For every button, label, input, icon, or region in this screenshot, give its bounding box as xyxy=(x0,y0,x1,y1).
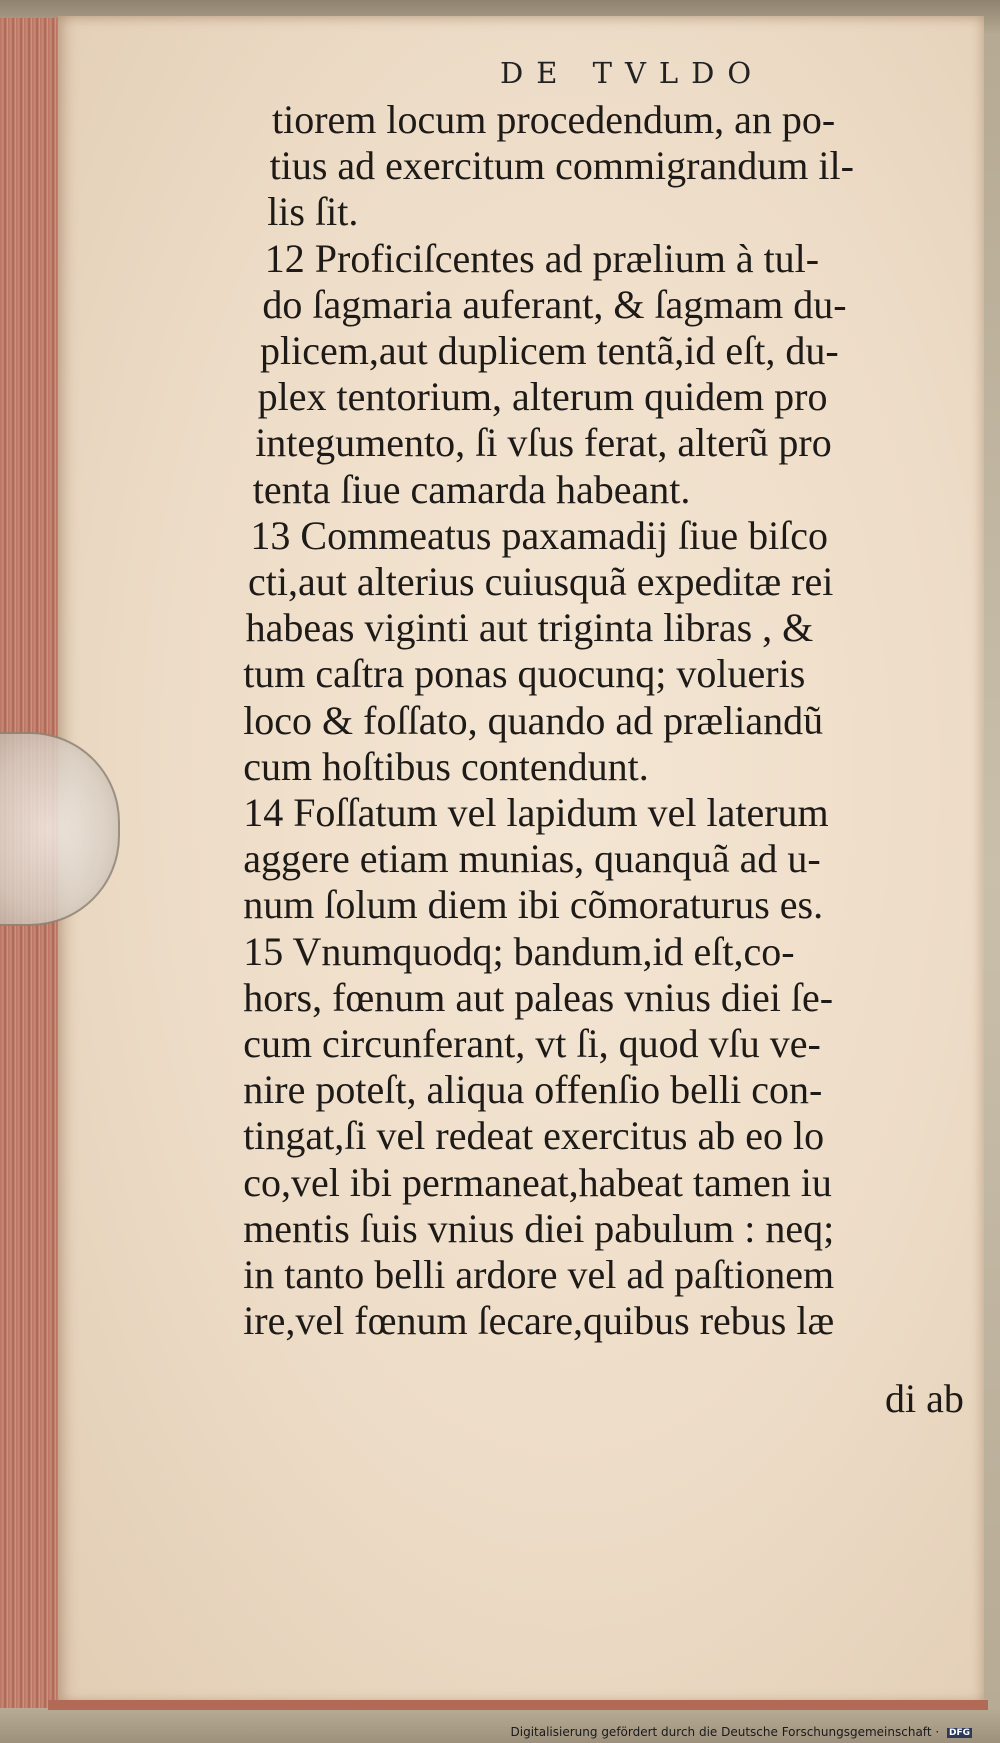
text-line: lis ſit. xyxy=(267,189,359,235)
catchword: di ab xyxy=(885,1376,964,1421)
text-line: tiorem locum procedendum, an po- xyxy=(272,97,836,142)
dfg-logo: DFG xyxy=(948,1727,970,1738)
text-line: aggere etiam munias, quanquã ad u- xyxy=(243,836,821,882)
footer xyxy=(511,1725,972,1739)
text-line: do ſagmaria auferant, & ſagmam du- xyxy=(262,281,847,327)
text-line: tum caſtra ponas quocunq; volueris xyxy=(243,651,806,697)
text-line: tenta ſiue camarda habeant. xyxy=(252,466,691,512)
text-line: integumento, ſi vſus ferat, alterũ pro xyxy=(255,420,832,466)
text-line: plex tentorium, alterum quidem pro xyxy=(257,374,828,420)
text-line: cti,aut alterius cuiusquã expeditæ rei xyxy=(248,559,834,604)
text-line: in tanto belli ardore vel ad paſtionem xyxy=(243,1252,835,1297)
text-line: hors, fœnum aut paleas vnius diei ſe- xyxy=(243,974,834,1020)
text-line: mentis ſuis vnius diei pabulum : neq; xyxy=(243,1205,835,1251)
text-line: habeas viginti aut triginta libras , & xyxy=(245,605,814,651)
text-line: cum hoſtibus contendunt. xyxy=(243,743,649,789)
text-line: tius ad exercitum commigrandum il- xyxy=(269,143,854,189)
footer-text: Digitalisierung gefördert durch die Deutsche Forschungsgemeinschaft · xyxy=(510,1725,940,1739)
text-line: plicem,aut duplicem tentã,id eſt, du- xyxy=(260,328,839,373)
text-line: 13 Commeatus paxamadij ſiue biſco xyxy=(250,512,829,558)
text-line: 15 Vnumquodq; bandum,id eſt,co- xyxy=(243,928,795,974)
text-line: ire,vel fœnum ſecare,quibus rebus læ xyxy=(243,1298,835,1344)
text-line: nire poteſt, aliqua offenſio belli con- xyxy=(243,1067,823,1113)
running-head: DE TVLDO xyxy=(500,56,765,90)
text-line: 14 Foſſatum vel lapidum vel laterum xyxy=(243,790,829,835)
text-line: num ſolum diem ibi cõmoraturus es. xyxy=(243,882,824,928)
text-line: co,vel ibi permaneat,habeat tamen iu xyxy=(243,1159,832,1205)
book-bottom-edge xyxy=(48,1700,988,1710)
text-line: loco & foſſato, quando ad præliandũ xyxy=(243,697,824,743)
text-line: cum circunferant, vt ſi, quod vſu ve- xyxy=(243,1021,821,1066)
text-line: tingat,ſi vel redeat exercitus ab eo lo xyxy=(243,1113,825,1159)
text-line: 12 Proficiſcentes ad prælium à tul- xyxy=(264,235,820,281)
